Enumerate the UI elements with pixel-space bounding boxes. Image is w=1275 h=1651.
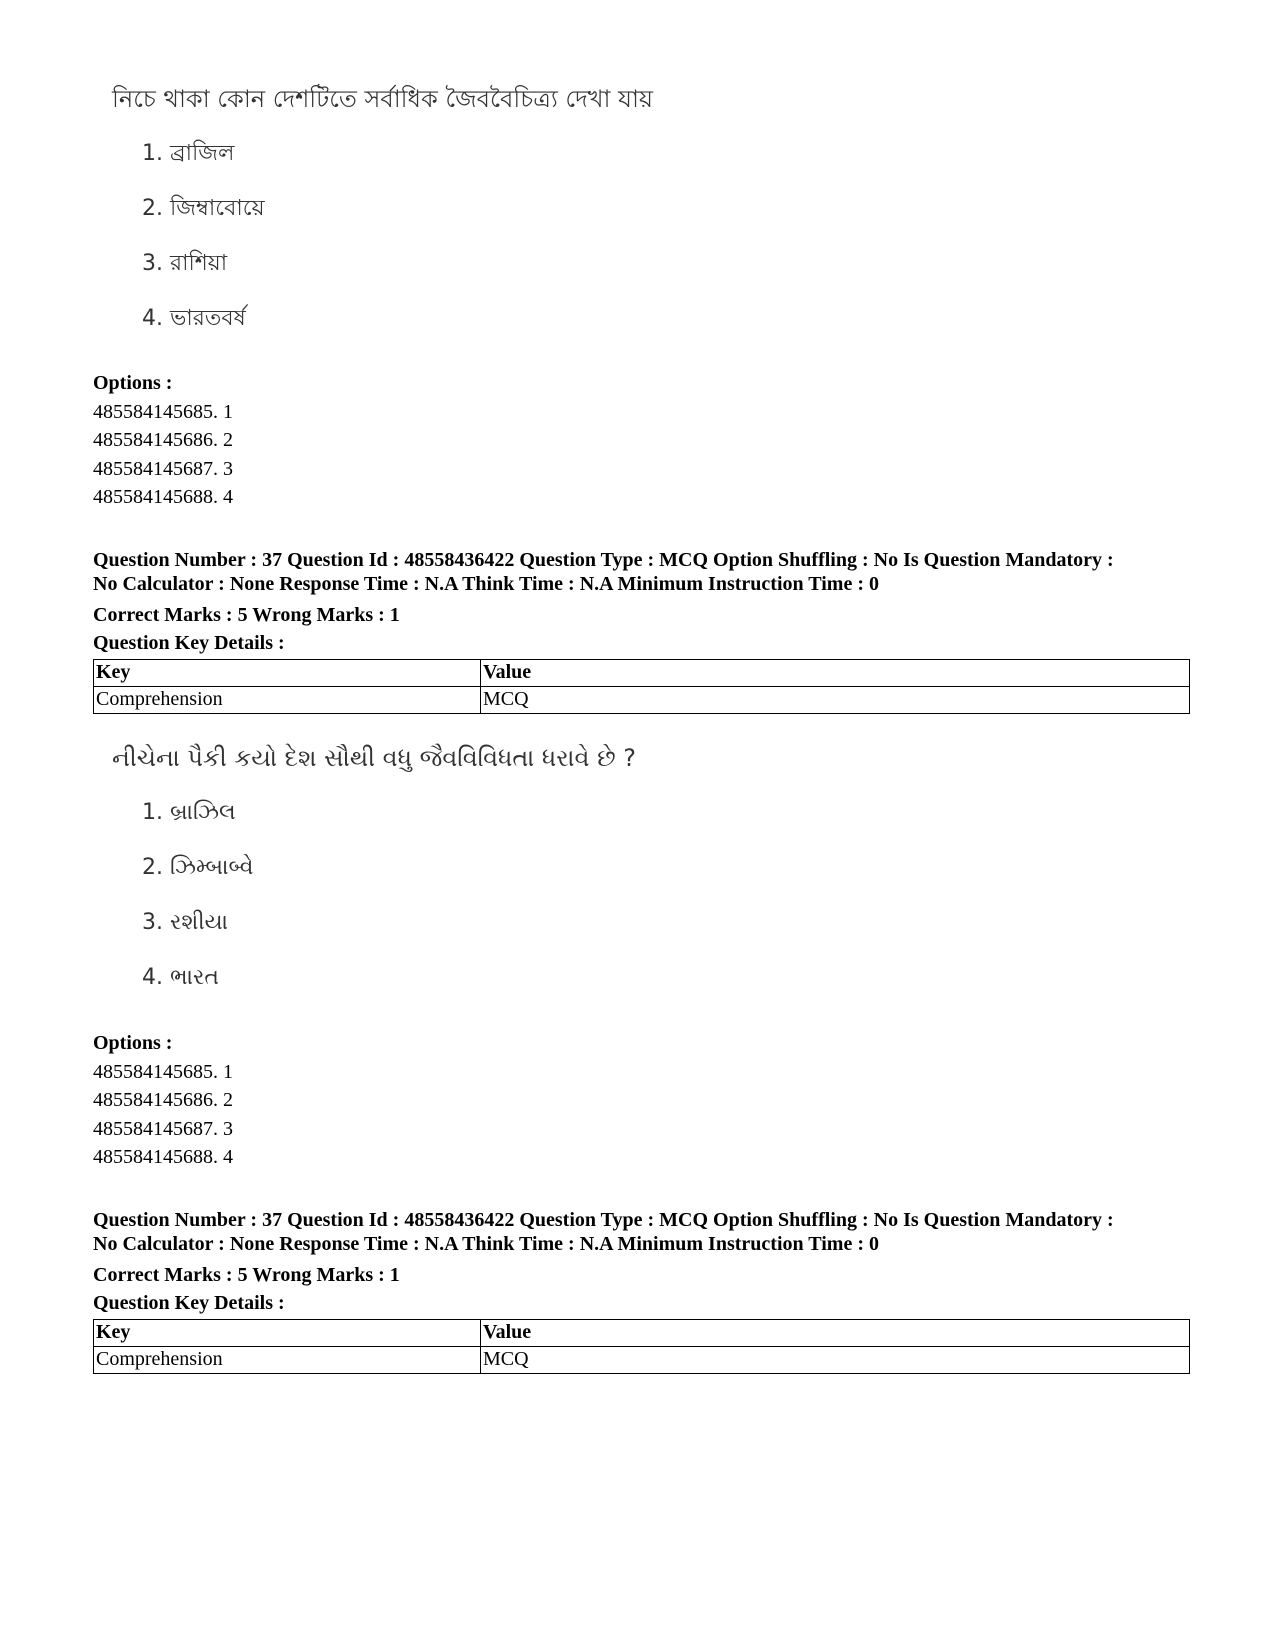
question-choice: 3. રશીયા	[142, 910, 229, 935]
table-row	[94, 687, 1190, 714]
table-cell: Comprehension	[94, 1347, 481, 1374]
options-list	[93, 1029, 233, 1172]
question-meta-line: No Calculator : None Response Time : N.A Think Time : N.A Minimum Instruction Time : 0	[93, 572, 879, 595]
option-item: 485584145685. 1	[93, 400, 233, 423]
question-text: নিচে থাকা কোন দেশটিতে সর্বাধিক জৈববৈচিত্র্য দেখা যায়	[112, 85, 654, 113]
question-meta	[93, 1209, 1193, 1317]
key-details-label: Question Key Details :	[93, 1292, 285, 1314]
option-item: 485584145688. 4	[93, 1146, 233, 1169]
table-header-row	[94, 1320, 1190, 1347]
option-item: 485584145685. 1	[93, 1060, 233, 1083]
table-cell: MCQ	[481, 1347, 1190, 1374]
question-choice: 3. রাশিয়া	[142, 251, 228, 276]
option-item: 485584145688. 4	[93, 486, 233, 509]
question-choice: 1. ব্রাজিল	[142, 141, 235, 166]
question-meta-line: Question Number : 37 Question Id : 48558436422 Question Type : MCQ Option Shuffling : No Is Question Mandatory :	[93, 549, 1114, 571]
option-item: 485584145687. 3	[93, 1117, 233, 1140]
question-meta-line: Question Number : 37 Question Id : 48558436422 Question Type : MCQ Option Shuffling : No Is Question Mandatory :	[93, 1209, 1114, 1231]
table-header-row	[94, 660, 1190, 687]
question-choice: 2. জিম্বাবোয়ে	[142, 196, 265, 221]
marks-line: Correct Marks : 5 Wrong Marks : 1	[93, 604, 400, 626]
question-choice: 1. બ્રાઝિલ	[142, 800, 236, 825]
question-choice: 4. ভারতবর্ষ	[142, 306, 246, 331]
table-header-cell: Key	[94, 1320, 481, 1347]
options-title: Options :	[93, 1032, 173, 1054]
question-meta	[93, 549, 1193, 657]
question-meta-line: No Calculator : None Response Time : N.A Think Time : N.A Minimum Instruction Time : 0	[93, 1232, 879, 1255]
options-title: Options :	[93, 372, 173, 394]
question-image-bengali	[112, 84, 712, 333]
table-row	[94, 1347, 1190, 1374]
option-item: 485584145686. 2	[93, 1089, 233, 1112]
options-list	[93, 369, 233, 512]
question-choice: 4. ભારત	[142, 965, 219, 990]
table-cell: MCQ	[481, 687, 1190, 714]
question-image-gujarati	[112, 743, 712, 992]
question-key-table	[93, 1319, 1190, 1374]
question-key-table	[93, 659, 1190, 714]
option-item: 485584145687. 3	[93, 457, 233, 480]
key-details-label: Question Key Details :	[93, 632, 285, 654]
marks-line: Correct Marks : 5 Wrong Marks : 1	[93, 1264, 400, 1286]
table-header-cell: Key	[94, 660, 481, 687]
option-item: 485584145686. 2	[93, 429, 233, 452]
question-choice: 2. ઝિમ્બાબ્વે	[142, 855, 254, 880]
table-header-cell: Value	[481, 1320, 1190, 1347]
question-text: નીચેના પૈકી કયો દેશ સૌથી વધુ જૈવવિવિધતા ધરાવે છે ?	[112, 744, 637, 772]
table-header-cell: Value	[481, 660, 1190, 687]
table-cell: Comprehension	[94, 687, 481, 714]
